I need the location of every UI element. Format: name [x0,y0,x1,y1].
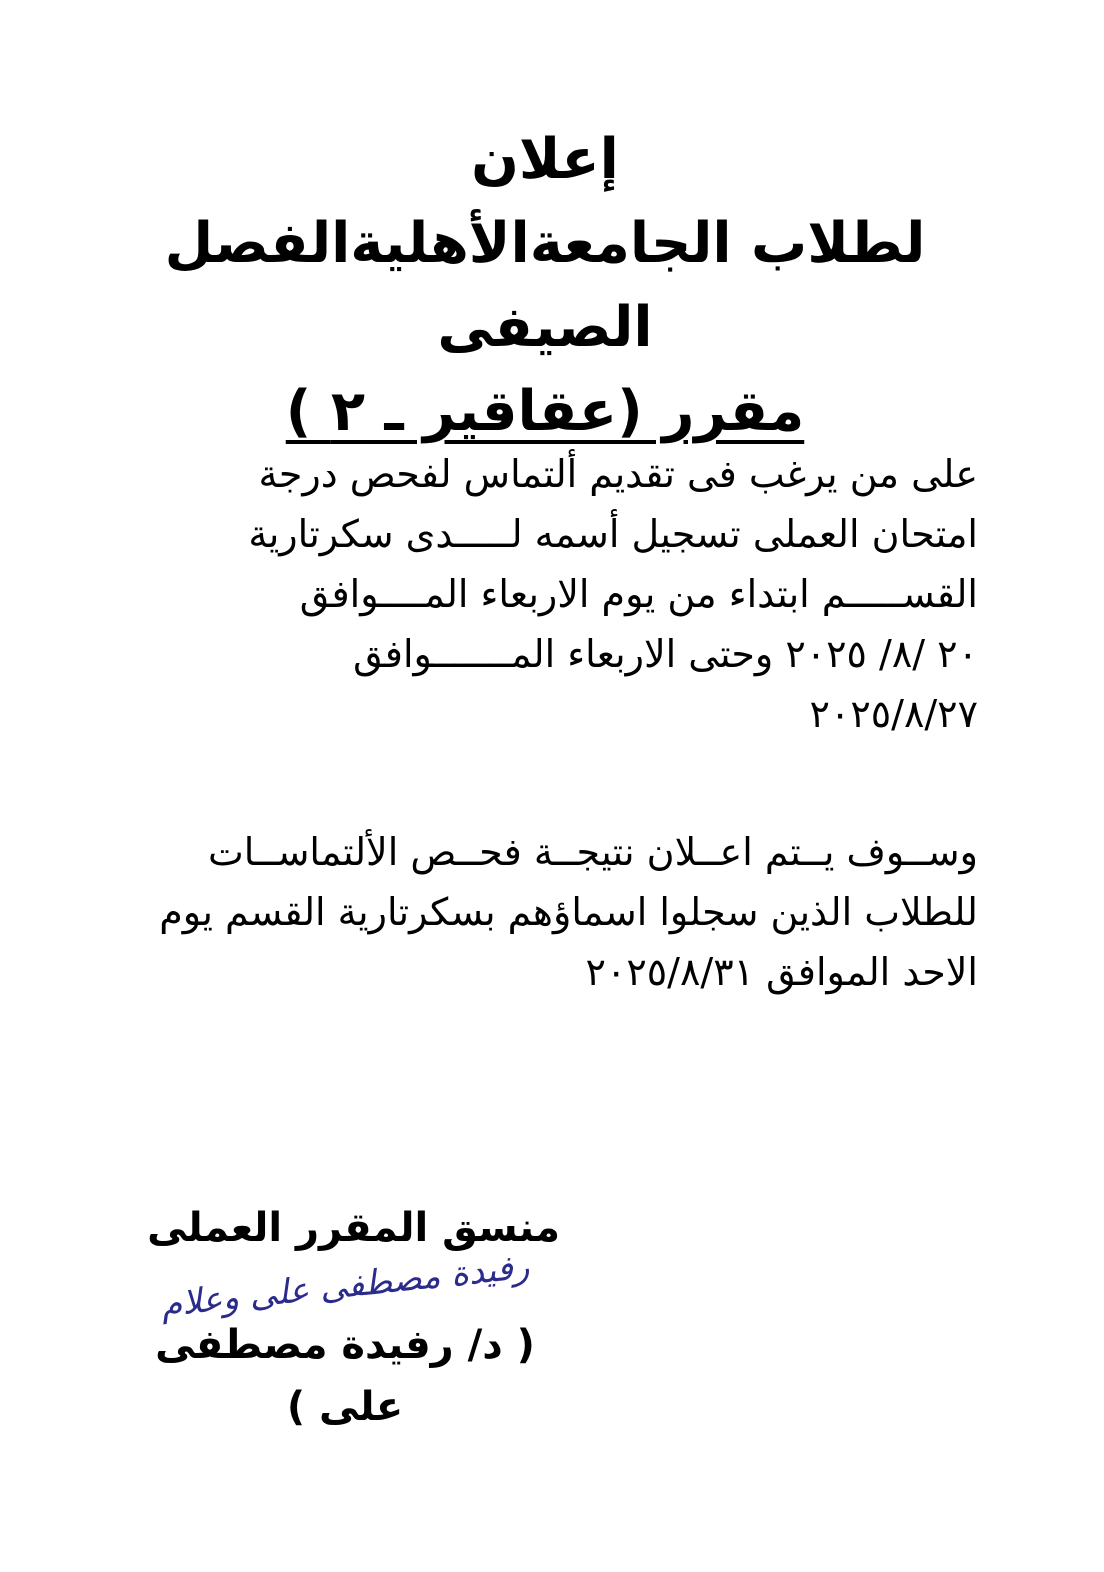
paragraph-line: وســوف يــتم اعــلان نتيجــة فحــص الألتماســات [207,830,978,874]
paragraph-line: امتحان العملى تسجيل أسمه لـــــدى سكرتارية [248,512,978,556]
paragraph-line: القســـــم ابتداء من يوم الاربعاء المــــوافق [299,572,978,616]
title-block [100,118,990,454]
course-name: مقرر (عقاقير ـ ٢ ) [285,379,805,444]
paragraph-line: ٢٠٢٥/٨/٢٧ [809,692,978,736]
paragraph-line: الاحد الموافق ٢٠٢٥/٨/٣١ [585,950,978,994]
paragraph-line: للطلاب الذين سجلوا اسماؤهم بسكرتارية القسم يوم [159,890,978,934]
registration-paragraph [150,444,978,744]
signature-block [110,1198,580,1438]
audience-heading: لطلاب الجامعةالأهليةالفصل الصيفى [164,211,926,360]
announcement-heading: إعلان [471,127,619,192]
coordinator-name: ( د/ رفيدة مصطفى على ) [155,1322,535,1430]
paragraph-line: على من يرغب فى تقديم ألتماس لفحص درجة [258,452,978,496]
course-heading [100,370,990,454]
coordinator-title: منسق المقرر العملى [147,1205,560,1251]
paragraph-line: ٢٠ /٨/ ٢٠٢٥ وحتى الاربعاء المـــــــوافق [353,632,978,676]
results-paragraph [110,822,978,1002]
handwritten-signature: رفيدة مصطفى على وعلام [158,1246,532,1326]
